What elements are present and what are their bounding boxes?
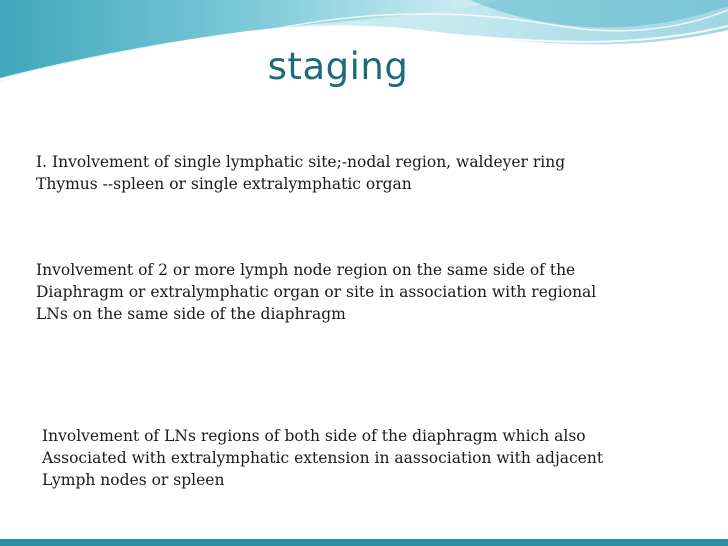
text-block-stage-3 <box>42 425 603 491</box>
text-line: Involvement of LNs regions of both side of the diaphragm which also <box>42 427 586 445</box>
text-block-stage-1 <box>36 151 565 195</box>
text-line: Involvement of 2 or more lymph node region on the same side of the <box>36 261 576 279</box>
text-line: Lymph nodes or spleen <box>42 471 225 489</box>
text-line: Associated with extralymphatic extension in aassociation with adjacent <box>42 449 604 467</box>
bottom-accent-bar <box>0 539 728 546</box>
text-line: LNs on the same side of the diaphragm <box>36 305 346 323</box>
text-line: I. Involvement of single lymphatic site;-nodal region, waldeyer ring <box>36 153 566 171</box>
text-block-stage-2 <box>36 259 596 325</box>
text-line: Diaphragm or extralymphatic organ or site in association with regional <box>36 283 597 301</box>
slide-title: staging <box>267 45 409 88</box>
text-line: Thymus --spleen or single extralymphatic organ <box>36 175 412 193</box>
